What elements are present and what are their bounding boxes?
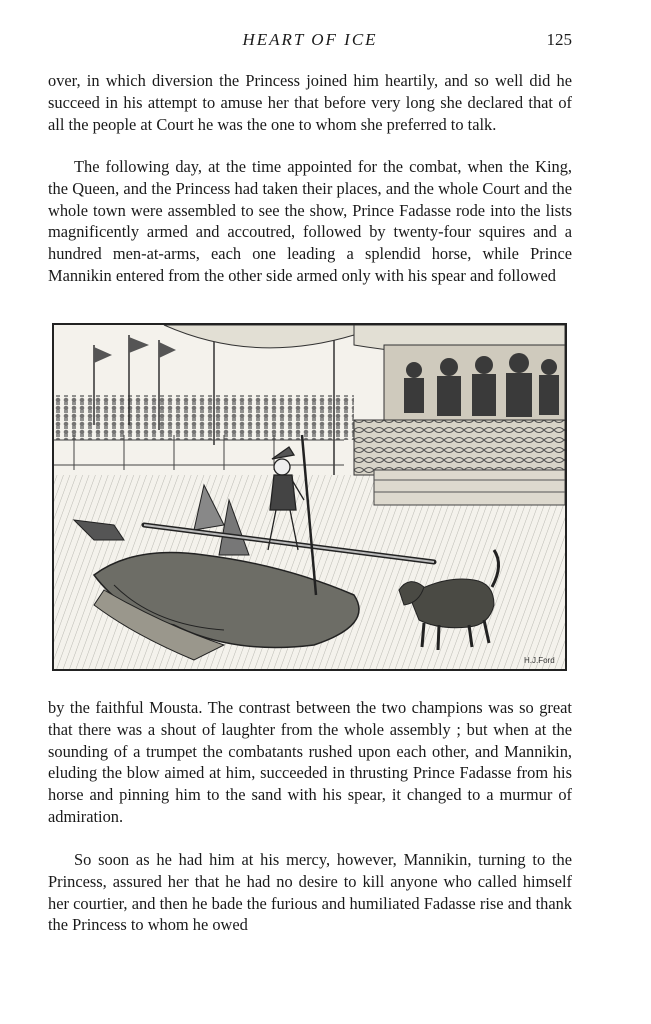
jousting-illustration	[52, 323, 567, 671]
paragraph-2: The following day, at the time appointed for the combat, when the King, the Queen, and the Princess had taken their places, and the whole Court and the whole town were assembled to see the show, Prince Fadasse rode into the lists magnificently armed and accoutred, followed by twenty-four squires and a hundred men-at-arms, each one leading a splendid horse, while Prince Mannikin entered from the other side armed only with his spear and followed	[48, 157, 572, 285]
artist-signature: H.J.Ford	[524, 656, 555, 665]
running-title: HEART OF ICE	[242, 30, 378, 49]
jousting-scene-icon	[54, 325, 565, 669]
paragraph-4: So soon as he had him at his mercy, however, Mannikin, turning to the Princess, assured her that he had no desire to kill anyone who called himself her courtier, and then he bade the furious and humiliated Fadasse rise and thank the Princess to whom he owed	[48, 850, 572, 935]
page-header	[48, 30, 572, 52]
paragraph-3: by the faithful Mousta. The contrast between the two champions was so great that there was a shout of laughter from the whole assembly ; but when at the sounding of a trumpet the combatants rushed upon each other, and Mannikin, eluding the blow aimed at him, succeeded in thrusting Prince Fadasse from his horse and pinning him to the sand with his spear, it changed to a murmur of admiration.	[48, 698, 572, 826]
page-number: 125	[546, 30, 572, 49]
paragraph-1: over, in which diversion the Princess joined him heartily, and so well did he succeed in his attempt to amuse her that before very long she declared that of all the people at Court he was the one to whom she preferred to talk.	[48, 71, 572, 134]
